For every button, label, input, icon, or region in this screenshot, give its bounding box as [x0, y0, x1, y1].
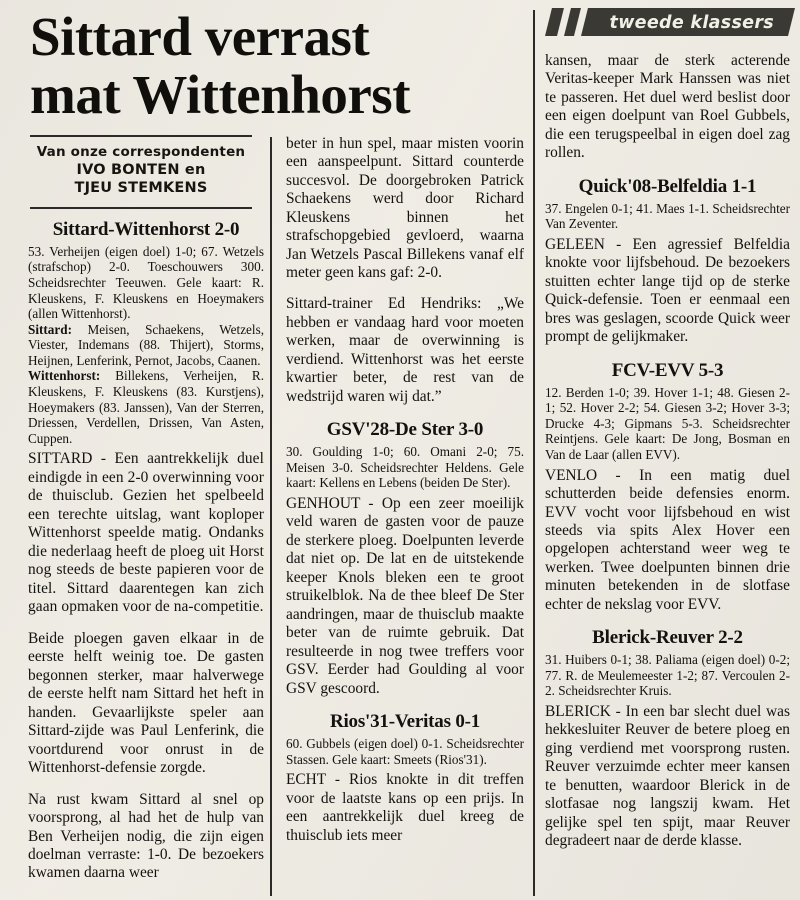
- headline-line-1: Sittard verrast: [30, 6, 370, 67]
- page-title: [30, 8, 525, 125]
- banner-slash-icon-2: [574, 8, 588, 36]
- lineup-label-home-sittard: Sittard:: [28, 321, 72, 337]
- byline-line-2: IVO BONTEN en: [76, 161, 206, 178]
- match-title-sittard: Sittard-Wittenhorst 2-0: [52, 218, 240, 240]
- article-gsv-p1: GENHOUT - Op een zeer moeilijk veld waren de gasten voor de pauze de sterkere ploeg. Doelpunten leverde dat niet op. De lat en de uitstekende keeper Knols bleken een te groot struikelblok. Na de thee bleef De Ster aandringen, maar de thuisclub maakte beter van de ruimte gebruik. Dat resulteerde in nog twee treffers voor GSV. Eerder had Goulding al voor GSV gescoord.: [286, 494, 524, 697]
- match-details-rios: 60. Gubbels (eigen doel) 0-1. Scheidsrechter Stassen. Gele kaart: Smeets (Rios'31).: [286, 736, 524, 767]
- lineup-away-sittard: Billekens, Verheijen, R. Kleuskens, F. Kleuskens (83. Kurstjens), Hoeymakers (83. Janssen), Van der Sterren, Driessen, Verdellen, Drissen, Van Asten, Cuppen.: [28, 368, 264, 446]
- article-rios-p1: ECHT - Rios knokte in dit treffen voor de laatste kans op een prijs. In een aantrekkelijk duel kreeg de thuisclub iets meer: [286, 771, 524, 844]
- headline-line-2: mat Wittenhorst: [30, 64, 411, 126]
- match-details-fcv: 12. Berden 1-0; 39. Hover 1-1; 48. Giesen 2-1; 52. Hover 2-2; 54. Giesen 3-2; Hover 3-3; Drucke 4-3; Gipmans 5-3. Scheidsrechter Reintjens. Gele kaart: De Jong, Bosman en Van de Laar (allen EVV).: [545, 384, 790, 462]
- lineup-label-away-sittard: Wittenhorst:: [28, 368, 101, 384]
- lineup-home-sittard: Meisen, Schaekens, Wetzels, Viester, Indemans (88. Thijert), Storms, Heijnen, Lenferink, Pernot, Jacobs, Caanen.: [28, 321, 264, 368]
- main-columns: [28, 135, 525, 896]
- match-scorers-sittard: 53. Verheijen (eigen doel) 1-0; 67. Wetzels (strafschop) 2-0. Toeschouwers 300. Scheidsrechter Teeuwen. Gele kaart: R. Kleuskens, F. Kleuskens en Hoeymakers (allen Wittenhorst).: [28, 243, 264, 322]
- article-sittard-p5: Sittard-trainer Ed Hendriks: „We hebben er vandaag hard voor moeten werken, maar de overwinning is verdiend. Wittenhorst was het eerste kwartier beter, de rest van de wedstrijd waren wij dat.”: [286, 295, 524, 405]
- match-details-quick: 37. Engelen 0-1; 41. Maes 1-1. Scheidsrechter Van Zeventer.: [545, 200, 790, 232]
- column-three: [533, 6, 790, 900]
- column-one: [28, 135, 276, 896]
- match-title-rios: Rios'31-Veritas 0-1: [329, 711, 481, 733]
- match-title-blerick: Blerick-Reuver 2-2: [592, 627, 743, 649]
- article-sittard-p4: beter in hun spel, maar misten voorin een aanspeelpunt. Sittard counterde succesvol. De doorgebroken Patrick Schaekens werd door Richard Kleuskens binnen het strafschopgebied gevloerd, waarna Jan Wetzels Pascal Billekens vanaf elf meter geen kans gaf: 2-0.: [286, 134, 524, 281]
- column-two: [276, 135, 524, 896]
- article-sittard-p1: SITTARD - Een aantrekkelijk duel eindigde in een 2-0 overwinning voor de thuisclub. Gezien het spelbeeld een terechte uitslag, want koploper Wittenhorst speelde matig. Ondanks die nederlaag heeft de ploeg uit Horst nog steeds de beste papieren voor de titel. Sittard daarentegen kan zich gaan opmaken voor de na-competitie.: [28, 450, 264, 616]
- section-banner: [545, 8, 788, 42]
- article-sittard-p3: Na rust kwam Sittard al snel op voorsprong, al had het de hulp van Ben Verheijen nodig, die zijn eigen doelman verraste: 1-0. De bezoekers kwamen daarna weer: [28, 790, 264, 882]
- match-details-gsv: 30. Goulding 1-0; 60. Omani 2-0; 75. Meisen 3-0. Scheidsrechter Heldens. Gele kaart: Kellens en Lebens (beiden De Ster).: [286, 444, 524, 491]
- byline: [30, 135, 252, 209]
- main-article-region: [28, 6, 533, 900]
- banner-slash-icon-1: [557, 8, 571, 36]
- article-rios-p2: kansen, maar de sterk acterende Veritas-keeper Mark Hanssen was niet te passeren. Het duel werd beslist door een eigen doelpunt van Roel Gubbels, die een terugspeelbal in eigen doel zag rollen.: [545, 52, 790, 162]
- match-title-quick: Quick'08-Belfeldia 1-1: [578, 175, 757, 197]
- article-fcv-p1: VENLO - In een matig duel schutterden beide defensies enorm. EVV vocht voor lijfsbehoud en wist steeds via spits Alex Hover een opgelopen achterstand weer weg te werken. Twee doelpunten binnen drie minuten betekenden in de slotfase echter de nekslag voor EVV.: [545, 466, 790, 613]
- byline-line-1: Van onze correspondenten: [36, 143, 246, 160]
- match-title-gsv: GSV'28-De Ster 3-0: [326, 419, 484, 441]
- section-banner-label: tweede klassers: [609, 13, 774, 33]
- article-quick-p1: GELEEN - Een agressief Belfeldia knokte voor lijfsbehoud. De bezoekers stuitten echter lange tijd op de sterke Quick-defensie. Toen er eenmaal een bres was geslagen, scoorde Quick weer prompt de gelijkmaker.: [545, 235, 790, 346]
- byline-line-3: TJEU STEMKENS: [74, 180, 208, 197]
- match-details-blerick: 31. Huibers 0-1; 38. Paliama (eigen doel) 0-2; 77. R. de Meulemeester 1-2; 87. Vercoulen 2-2. Scheidsrechter Kruis.: [545, 652, 790, 699]
- match-details-sittard: [28, 244, 264, 447]
- article-blerick-p1: BLERICK - In een bar slecht duel was hekkesluiter Reuver de betere ploeg en ging verdiend met voorsprong rusten. Reuver verzuimde echter meer kansen te benutten, waardoor Blerick in de slotfasae nog langszij kwam. Het gelijke spel ten spijt, maar Reuver degradeert naar de derde klasse.: [545, 703, 790, 850]
- match-title-fcv: FCV-EVV 5-3: [611, 359, 724, 381]
- article-sittard-p2: Beide ploegen gaven elkaar in de eerste helft weinig toe. De gasten begonnen sterker, maar halverwege de eerste helft nam Sittard het heft in handen. Gevaarlijkste speler aan Sittard-zijde was Paul Lenferink, die voortdurend voor onrust in de Wittenhorst-defensie zorgde.: [28, 629, 264, 777]
